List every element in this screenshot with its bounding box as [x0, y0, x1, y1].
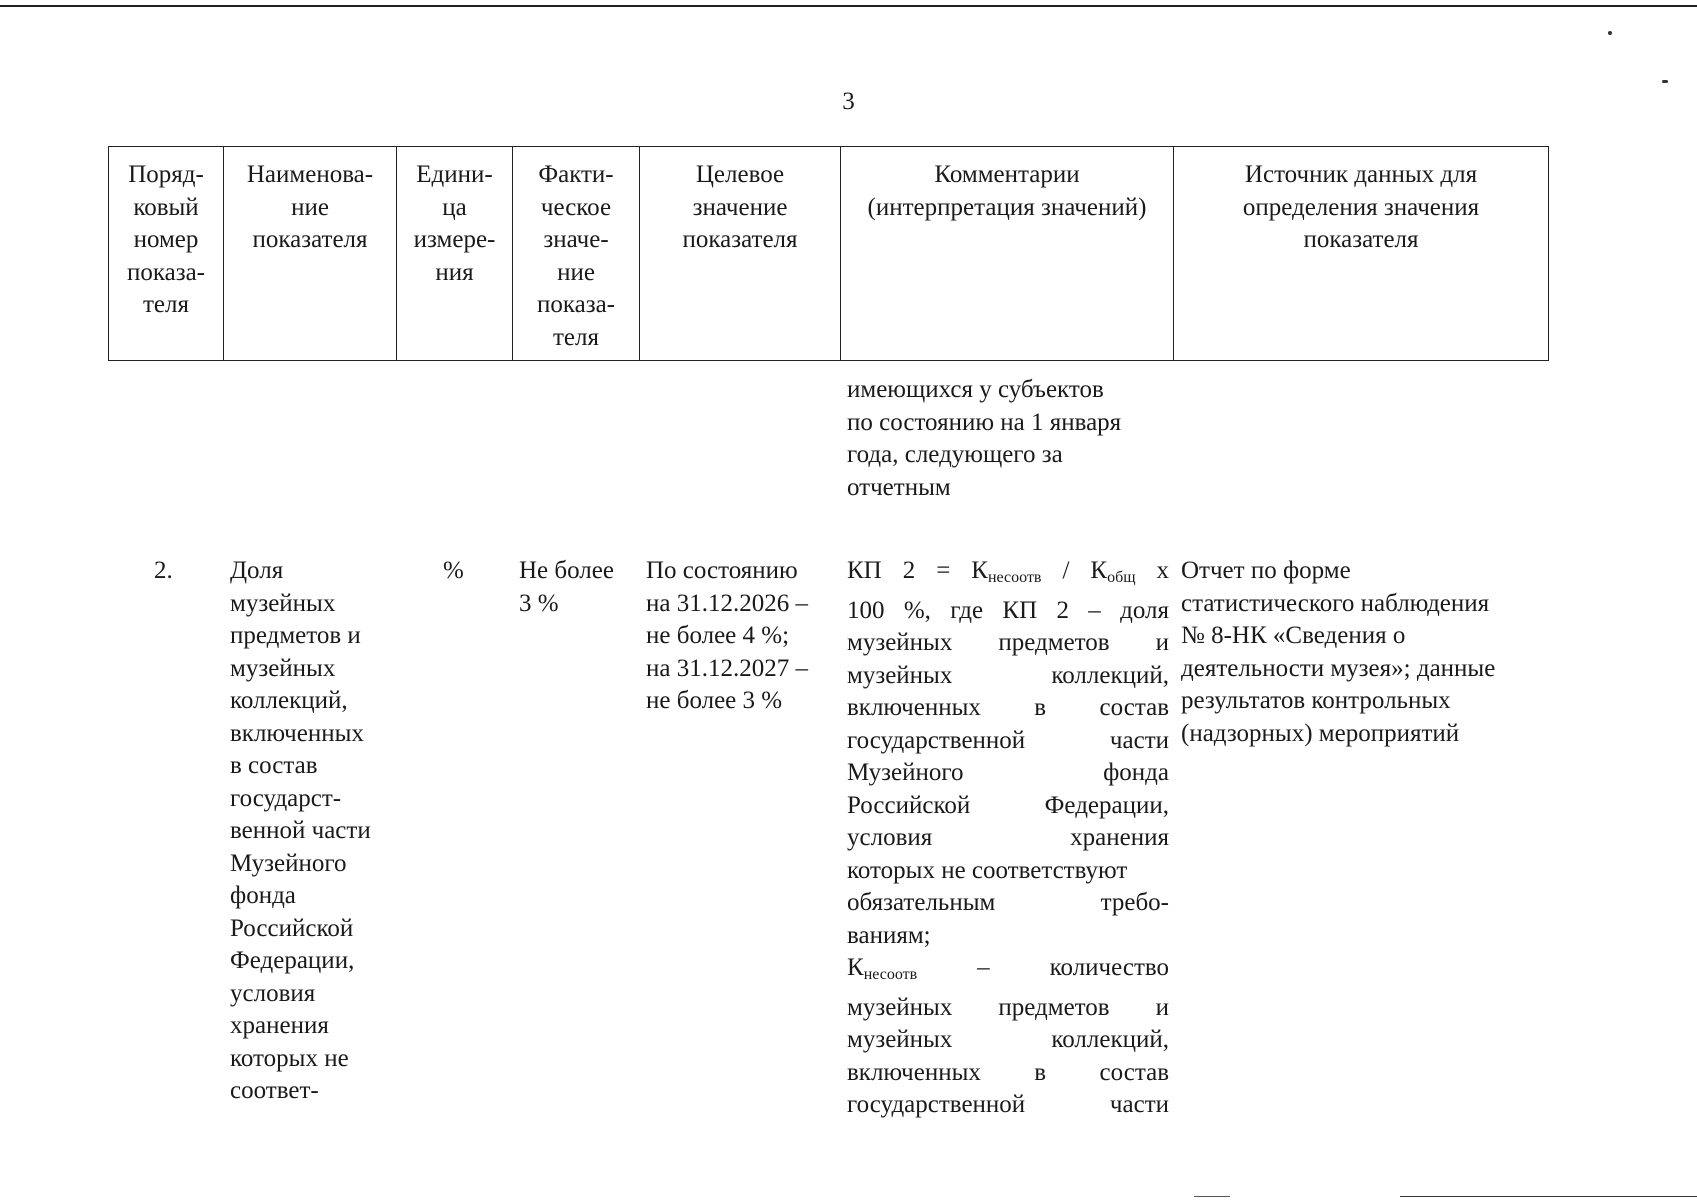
table-header [108, 146, 1549, 361]
text-line: имеющихся у субъектов [847, 376, 1104, 403]
header-col-source [1174, 147, 1549, 361]
text-line: условия [230, 979, 316, 1007]
indicator-name [230, 555, 400, 1108]
text-line: показа- [126, 258, 206, 286]
text-line: условия хранения [847, 824, 1169, 851]
text-line: ваниям; [847, 921, 931, 949]
formula-eq: = [936, 557, 951, 584]
header-col-actual-text [516, 159, 636, 354]
text-line: Российской [230, 914, 354, 942]
header-col-number [109, 147, 224, 361]
bottom-rule-long [1400, 1196, 1697, 1197]
text-line: теля [143, 291, 189, 318]
header-col-comment [841, 147, 1174, 361]
text-line: которых не соответствуют [847, 856, 1128, 884]
text-line: ние [291, 193, 329, 221]
text-line: коллекций, [230, 687, 348, 714]
text-line: музейных коллекций, [847, 1026, 1169, 1053]
bottom-rule-short [1194, 1196, 1230, 1197]
text-line: По состоянию [646, 557, 798, 584]
text-line: музейных [230, 654, 336, 682]
text-line: Источник данных для [1244, 161, 1478, 188]
unit: % [443, 557, 464, 584]
text-line: музейных [230, 589, 336, 617]
text-line: венной части [230, 817, 371, 844]
header-col-source-text [1177, 159, 1545, 257]
text-line: государственной части [847, 726, 1169, 754]
page-number: 3 [842, 88, 855, 115]
text-line: музейных предметов и [847, 993, 1169, 1021]
text-line: Поряд- [128, 161, 204, 188]
scan-speck [1662, 80, 1668, 83]
text-line: Музейного [230, 849, 347, 877]
header-col-target-text [643, 159, 837, 257]
scan-speck [1608, 31, 1612, 35]
text-line: музейных коллекций, [847, 661, 1169, 689]
header-col-actual [513, 147, 640, 361]
text-line: Наименова- [246, 161, 374, 188]
actual-value [519, 555, 644, 620]
text-line: показателя [1303, 226, 1419, 253]
def-word: количество [1049, 954, 1170, 981]
text-line: статистического наблюдения [1181, 589, 1490, 617]
text-line: Комментарии [934, 161, 1080, 188]
text-line: которых не [230, 1044, 349, 1072]
text-line: не более 3 % [646, 687, 783, 714]
text-line: ния [435, 258, 474, 286]
text-line: 3 % [519, 589, 559, 617]
formula-sub-nesootv: несоотв [987, 569, 1042, 586]
formula-slash: / [1062, 557, 1070, 584]
header-col-unit [397, 147, 513, 361]
text-line: ковый [133, 193, 199, 221]
text-line: (надзорных) мероприятий [1181, 719, 1460, 747]
formula-kp: КП 2 [847, 557, 916, 584]
text-line: ца [442, 193, 467, 221]
text-line: включенных [230, 719, 364, 747]
text-line: № 8-НК «Сведения о [1181, 622, 1406, 649]
text-line: обязательным требо- [847, 889, 1169, 916]
text-line: на 31.12.2027 – [646, 654, 808, 682]
text-line: показателя [252, 226, 368, 253]
text-line: в состав [230, 752, 318, 779]
text-line: Российской Федерации, [847, 791, 1169, 819]
comment-formula [847, 555, 1169, 1122]
def-k-nesootv [847, 954, 917, 981]
header-col-unit-text [400, 159, 509, 289]
text-line: включенных в состав [847, 1058, 1169, 1086]
definition-line [847, 952, 1169, 992]
text-line: номер [133, 226, 199, 253]
header-col-name [224, 147, 397, 361]
text-line: Отчет по форме [1181, 557, 1351, 584]
formula-line-1 [847, 555, 1169, 595]
target-value [646, 555, 841, 718]
formula-k-obsh [1090, 557, 1135, 584]
text-line: теля [553, 323, 599, 351]
comment-continuation [847, 374, 1177, 504]
text-line: отчетным [847, 473, 951, 501]
text-line: Музейного фонда [847, 759, 1169, 786]
text-line: фонда [230, 882, 296, 909]
text-line: соответ- [230, 1077, 319, 1104]
formula-times: х [1156, 557, 1170, 584]
formula-k-nesootv [971, 557, 1041, 584]
text-line: измере- [413, 226, 496, 253]
text-line: государственной части [847, 1091, 1169, 1118]
text-line: включенных в состав [847, 694, 1169, 721]
text-line: показателя [682, 226, 798, 253]
text-line: по состоянию на 1 января [847, 408, 1122, 436]
text-line: определения значения [1242, 193, 1480, 221]
text-line: деятельности музея»; данные [1181, 654, 1496, 682]
text-line: на 31.12.2026 – [646, 589, 808, 617]
formula-k-letter-2: К [1090, 557, 1108, 584]
header-col-comment-text [844, 159, 1170, 224]
text-line: ние [557, 258, 595, 286]
text-line: Доля [230, 557, 284, 584]
text-line: результатов контрольных [1181, 687, 1451, 714]
text-line: государст- [230, 784, 342, 812]
text-line: значе- [543, 226, 609, 253]
comment-body-2 [847, 992, 1169, 1122]
text-line: Не более [519, 557, 614, 584]
def-dash: – [977, 954, 990, 981]
row-number: 2. [154, 557, 173, 584]
header-col-name-text [227, 159, 393, 257]
header-col-target [640, 147, 841, 361]
text-line: Целевое [695, 161, 785, 188]
formula-k-letter: К [971, 557, 988, 584]
comment-body [847, 627, 1169, 952]
def-k-letter: К [847, 954, 864, 981]
data-source [1181, 555, 1551, 750]
text-line: показа- [536, 291, 616, 318]
text-line: музейных предметов и [847, 629, 1169, 656]
header-col-number-text [112, 159, 220, 322]
formula-sub-obsh: общ [1107, 569, 1136, 586]
text-line: Едини- [416, 161, 493, 188]
text-line: не более 4 %; [646, 622, 790, 649]
text-line: Факти- [538, 161, 614, 188]
formula-line-2: 100 %, где КП 2 – доля [847, 596, 1169, 624]
def-sub-nesootv: несоотв [863, 966, 918, 983]
text-line: Федерации, [230, 947, 355, 974]
text-line: года, следующего за [847, 441, 1063, 468]
text-line: (интерпретация значений) [867, 193, 1147, 221]
text-line: значение [692, 193, 788, 221]
text-line: хранения [230, 1012, 329, 1039]
text-line: предметов и [230, 622, 361, 649]
text-line: ческое [540, 193, 612, 221]
top-rule [0, 5, 1697, 7]
